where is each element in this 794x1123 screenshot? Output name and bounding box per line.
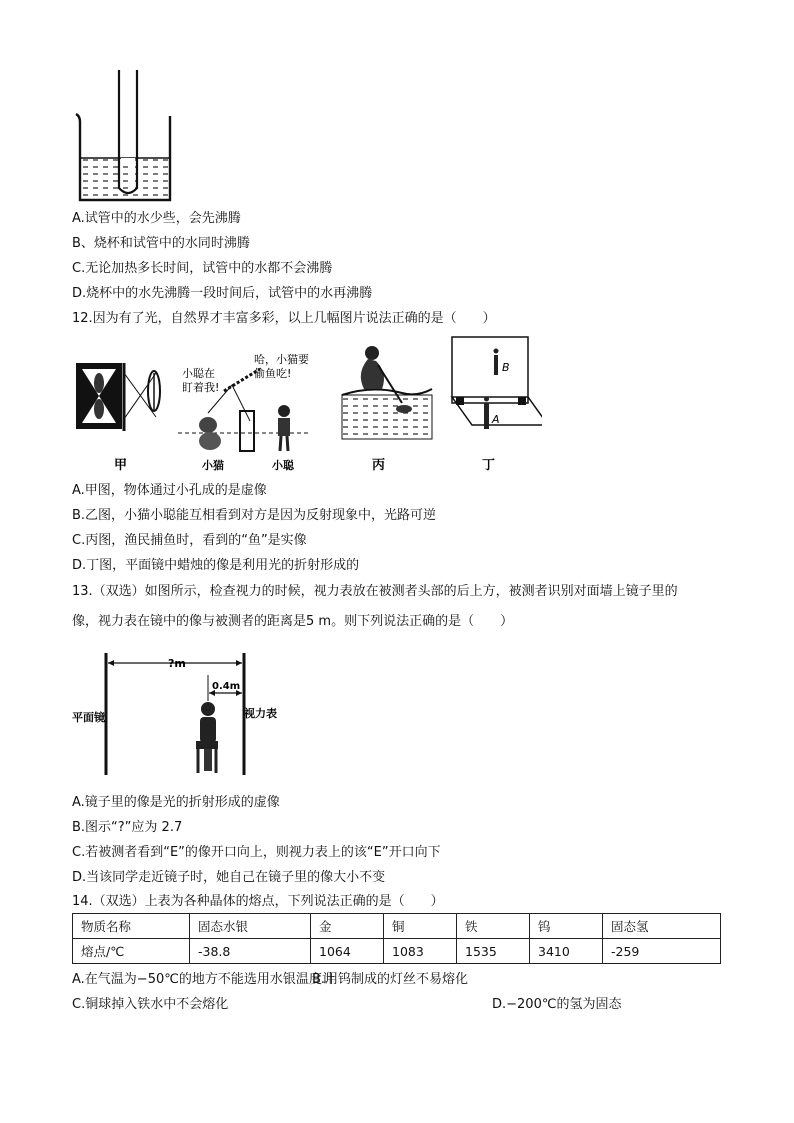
q14-option-c: C.铜球掉入铁水中不会熔化 — [72, 997, 229, 1012]
mirror-label: 平面镜 — [72, 711, 105, 724]
table-row — [73, 939, 721, 964]
table-cell: -259 — [603, 939, 721, 964]
q12-stem: 12.因为有了光，自然界才丰富多彩，以上几幅图片说法正确的是（ ） — [72, 311, 496, 326]
q11-option-a: A.试管中的水少些，会先沸腾 — [72, 211, 241, 226]
pinhole-figure — [76, 363, 160, 431]
table-cell: 钨 — [530, 914, 603, 939]
distance-inner-label: 0.4m — [212, 681, 241, 692]
table-cell: 铁 — [457, 914, 530, 939]
q13-stem-line1: 13.（双选）如图所示，检查视力的时候，视力表放在被测者头部的后上方，被测者识别对面墙上镜子里的 — [72, 584, 678, 599]
plane-mirror-candle-figure — [452, 337, 542, 429]
label-jia: 甲 — [114, 458, 128, 473]
q14-option-a: A.在气温为−50℃的地方不能选用水银温度计 — [72, 972, 335, 987]
q14-stem: 14.（双选）上表为各种晶体的熔点，下列说法正确的是（ ） — [72, 894, 444, 909]
label-bing: 丙 — [372, 458, 386, 473]
q11-option-c: C.无论加热多长时间，试管中的水都不会沸腾 — [72, 261, 333, 276]
melting-point-table — [72, 913, 721, 964]
fisherman-figure — [342, 346, 432, 439]
q11-option-b: B、烧杯和试管中的水同时沸腾 — [72, 236, 250, 251]
label-ding: 丁 — [482, 458, 496, 473]
bubble-left-line2: 盯着我! — [182, 381, 220, 394]
bubble-left-line1: 小聪在 — [182, 367, 215, 380]
table-cell: 熔点/℃ — [73, 939, 190, 964]
q13-option-c: C.若被测者看到“E”的像开口向上，则视力表上的该“E”开口向下 — [72, 845, 441, 860]
label-boy: 小聪 — [272, 459, 294, 472]
eye-test-distance-figure — [72, 645, 292, 785]
q13-option-d: D.当该同学走近镜子时，她自己在镜子里的像大小不变 — [72, 870, 386, 885]
q12-option-a: A.甲图，物体通过小孔成的是虚像 — [72, 483, 267, 498]
table-cell: 3410 — [530, 939, 603, 964]
q12-option-b: B.乙图，小猫小聪能互相看到对方是因为反射现象中，光路可逆 — [72, 508, 437, 523]
table-cell: -38.8 — [190, 939, 311, 964]
q12-option-c: C.丙图，渔民捕鱼时，看到的“鱼”是实像 — [72, 533, 307, 548]
q13-option-a: A.镜子里的像是光的折射形成的虚像 — [72, 795, 280, 810]
beaker-test-tube-figure — [72, 66, 182, 206]
q13-stem-line2: 像，视力表在镜中的像与被测者的距离是5 m。则下列说法正确的是（ ） — [72, 614, 514, 629]
q14-option-b: B.用钨制成的灯丝不易熔化 — [312, 972, 469, 987]
table-cell: 1535 — [457, 939, 530, 964]
optics-pictures-figure — [72, 333, 542, 478]
table-cell: 铜 — [384, 914, 457, 939]
cat-boy-mirror-figure — [178, 352, 309, 451]
point-b-label: B — [502, 361, 510, 374]
table-cell: 金 — [311, 914, 384, 939]
q12-option-d: D.丁图，平面镜中蜡烛的像是利用光的折射形成的 — [72, 558, 360, 573]
distance-question-label: ?m — [168, 657, 186, 670]
bubble-right-line2: 偷鱼吃! — [254, 367, 292, 380]
table-cell: 固态水银 — [190, 914, 311, 939]
q11-option-d: D.烧杯中的水先沸腾一段时间后，试管中的水再沸腾 — [72, 286, 373, 301]
bubble-right-line1: 哈，小猫要 — [254, 353, 309, 366]
point-a-label: A — [492, 413, 500, 426]
table-row — [73, 914, 721, 939]
table-cell: 物质名称 — [73, 914, 190, 939]
table-cell: 1064 — [311, 939, 384, 964]
eye-chart-label: 视力表 — [244, 707, 277, 720]
table-cell: 1083 — [384, 939, 457, 964]
q14-option-d: D.−200℃的氢为固态 — [492, 997, 622, 1012]
q13-option-b: B.图示“?”应为 2.7 — [72, 820, 183, 835]
label-cat: 小猫 — [202, 459, 224, 472]
table-cell: 固态氢 — [603, 914, 721, 939]
